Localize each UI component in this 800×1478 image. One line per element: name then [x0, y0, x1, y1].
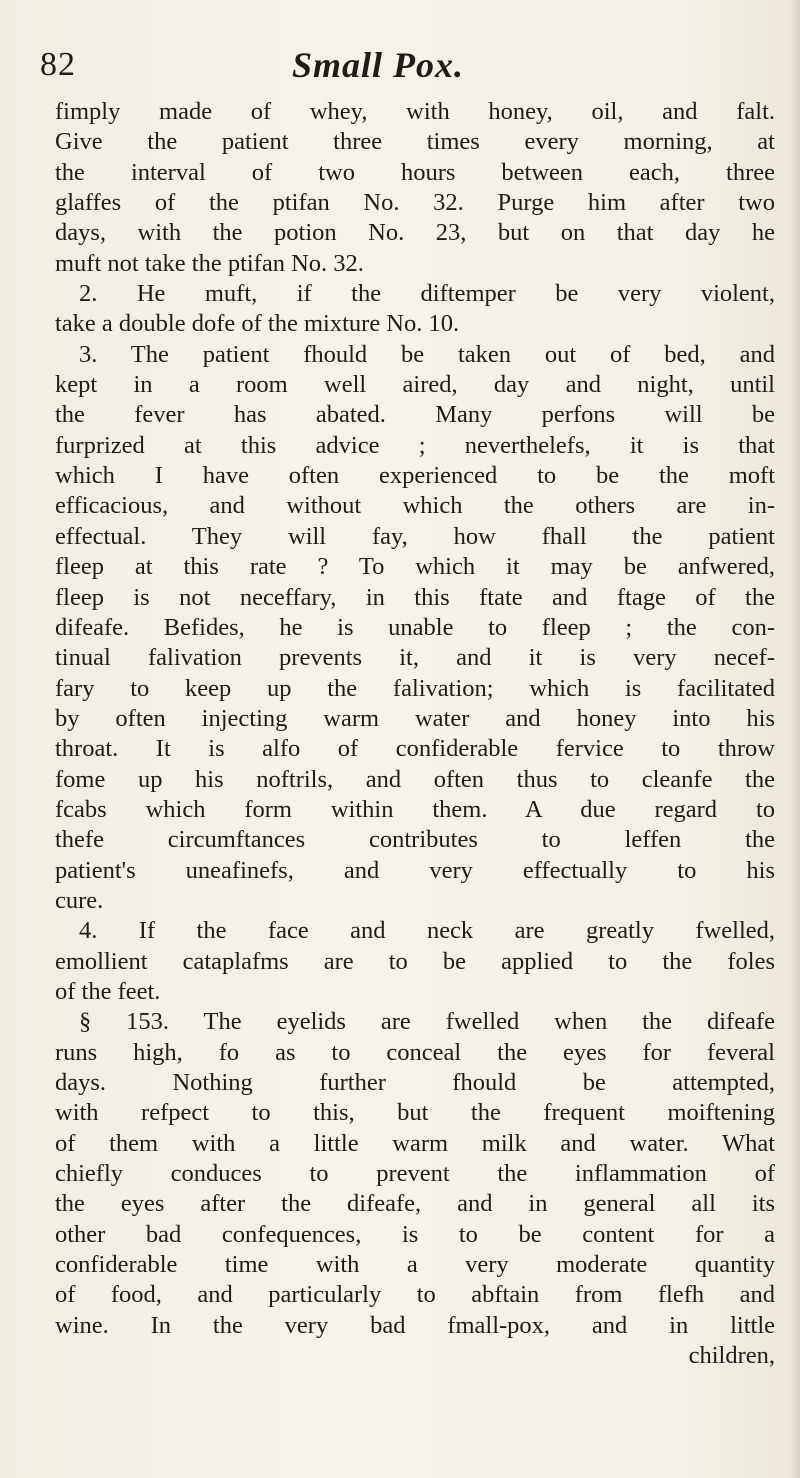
text-line: throat. It is alfo of confiderable fervice to throw — [55, 735, 775, 763]
text-line: of food, and particularly to abftain from flefh and — [55, 1281, 775, 1309]
text-line: § 153. The eyelids are fwelled when the difeafe — [79, 1008, 775, 1036]
text-line: children, — [688, 1342, 775, 1370]
text-line: confiderable time with a very moderate quantity — [55, 1251, 775, 1279]
text-line: days, with the potion No. 23, but on that day he — [55, 219, 775, 247]
text-line: furprized at this advice ; neverthelefs, it is that — [55, 431, 775, 459]
text-line: which I have often experienced to be the moft — [55, 462, 775, 490]
text-line: fome up his noftrils, and often thus to cleanfe the — [55, 765, 775, 793]
body-text — [55, 97, 775, 1371]
text-line: runs high, fo as to conceal the eyes for feveral — [55, 1038, 775, 1066]
running-head — [40, 40, 760, 90]
text-line: by often injecting warm water and honey into his — [55, 704, 775, 732]
text-line: Give the patient three times every morning, at — [55, 128, 775, 156]
page-edge-shadow — [790, 0, 800, 1478]
text-line: difeafe. Befides, he is unable to fleep ; the con- — [55, 613, 775, 641]
text-line: tinual falivation prevents it, and it is very necef- — [55, 644, 775, 672]
text-line: thefe circumftances contributes to leffen the — [55, 826, 775, 854]
text-line: emollient cataplafms are to be applied to the foles — [55, 947, 775, 975]
text-line: wine. In the very bad fmall-pox, and in little — [55, 1311, 775, 1339]
text-line: 4. If the face and neck are greatly fwelled, — [79, 917, 775, 945]
text-line: 2. He muft, if the diftemper be very violent, — [79, 280, 775, 308]
text-line: other bad confequences, is to be content for a — [55, 1220, 775, 1248]
text-line: the fever has abated. Many perfons will be — [55, 401, 775, 429]
text-line: take a double dofe of the mixture No. 10. — [55, 310, 460, 338]
text-line: fleep at this rate ? To which it may be anfwered, — [55, 553, 775, 581]
text-line: patient's uneafinefs, and very effectually to his — [55, 856, 775, 884]
text-line: muft not take the ptifan No. 32. — [55, 249, 364, 277]
text-line: the eyes after the difeafe, and in general all its — [55, 1190, 775, 1218]
text-line: fimply made of whey, with honey, oil, and falt. — [55, 98, 775, 125]
text-line: kept in a room well aired, day and night, until — [55, 371, 775, 399]
text-line: efficacious, and without which the others are in- — [55, 492, 775, 520]
text-line: glaffes of the ptifan No. 32. Purge him after two — [55, 189, 775, 217]
text-line: chiefly conduces to prevent the inflammation of — [55, 1160, 775, 1188]
text-line: fleep is not neceffary, in this ftate and ftage of the — [55, 583, 775, 611]
text-line: effectual. They will fay, how fhall the patient — [55, 522, 775, 550]
text-line: fcabs which form within them. A due regard to — [55, 795, 775, 823]
text-line: days. Nothing further fhould be attempted, — [55, 1069, 775, 1096]
running-title: Small Pox. — [292, 45, 465, 85]
text-line: with refpect to this, but the frequent moiftening — [55, 1099, 775, 1127]
page-number: 82 — [40, 46, 76, 83]
text-line: 3. The patient fhould be taken out of bed, and — [79, 340, 775, 368]
text-line: fary to keep up the falivation; which is facilitated — [55, 674, 775, 702]
text-line: of the feet. — [55, 977, 161, 1005]
text-line: the interval of two hours between each, three — [55, 158, 775, 186]
text-line: of them with a little warm milk and water. What — [55, 1129, 775, 1157]
text-line: cure. — [55, 886, 104, 914]
